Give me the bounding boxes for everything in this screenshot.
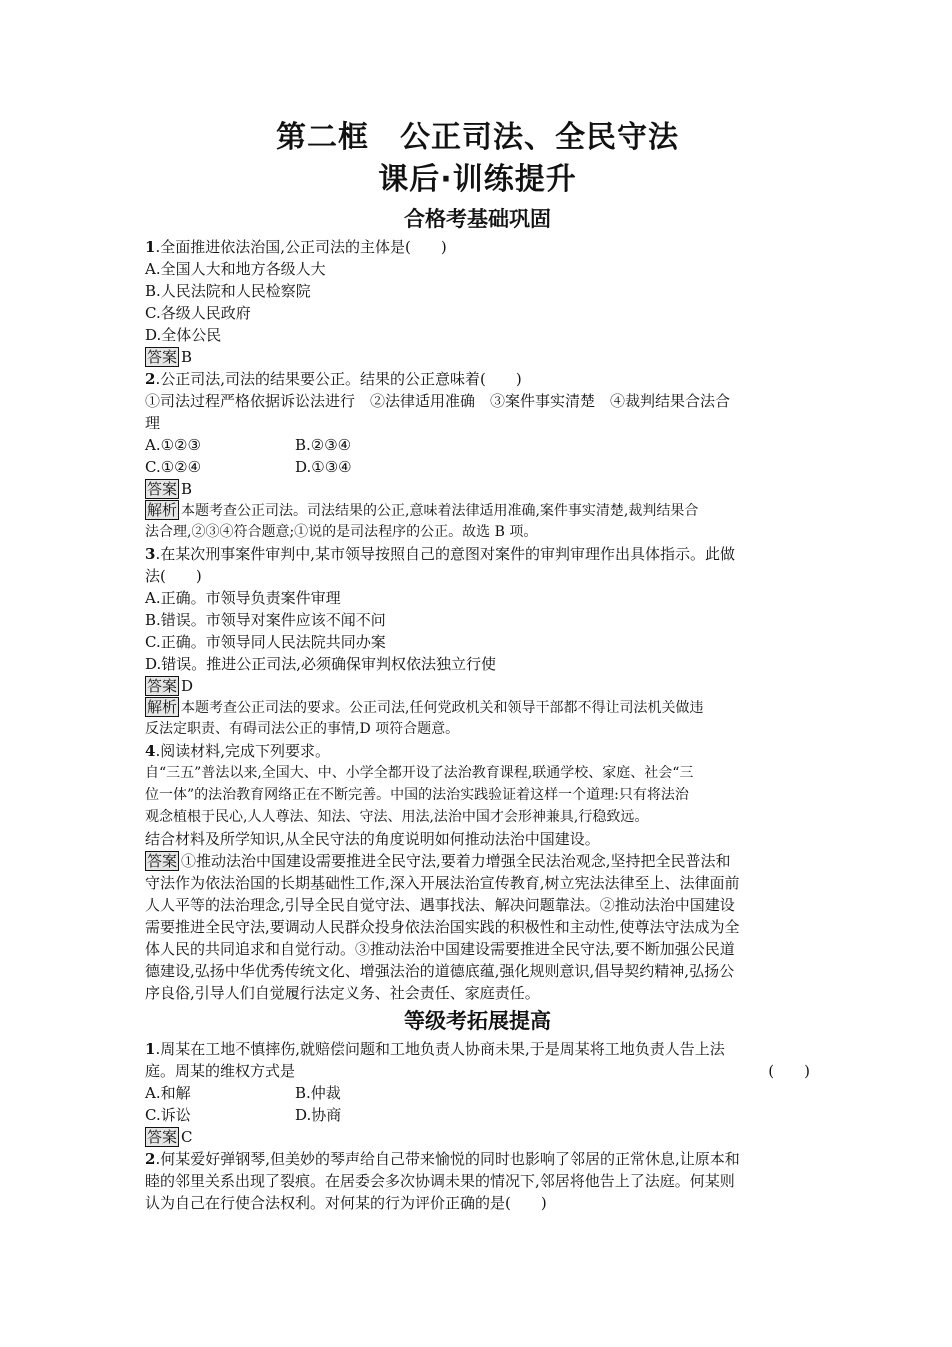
advanced-question-1	[145, 1038, 810, 1148]
option-d: D.协商	[295, 1106, 342, 1124]
question-stem: 4.阅读材料,完成下列要求。	[145, 742, 330, 760]
explain-row-cont: 反法定职责、有碍司法公正的事情,D 项符合题意。	[145, 721, 460, 737]
question-stem-cont: 睦的邻里关系出现了裂痕。在居委会多次协调未果的情况下,邻居将他告上了法庭。何某则	[145, 1172, 735, 1190]
option-d: D.错误。推进公正司法,必须确保审判权依法独立行使	[145, 655, 497, 673]
material-text: 位一体”的法治教育网络正在不断完善。中国的法治实践验证着这样一个道理:只有将法治	[145, 787, 689, 803]
answer-value: B	[181, 480, 193, 498]
answer-tag: 答案	[147, 677, 178, 695]
option-a: A.和解	[145, 1084, 191, 1102]
option-c: C.诉讼	[145, 1106, 191, 1124]
answer-value: D	[181, 677, 194, 695]
explain-row: 解析 本题考查公正司法。司法结果的公正,意味着法律适用准确,案件事实清楚,裁判结果合	[147, 501, 699, 519]
question-3	[145, 543, 810, 740]
question-2	[145, 368, 810, 543]
question-stem-cont: 法( )	[145, 567, 202, 585]
options-row-1	[145, 1082, 810, 1104]
option-d: D.①③④	[295, 458, 352, 476]
answer-row	[145, 1126, 810, 1148]
answer-tag: 答案	[147, 348, 178, 366]
option-c: C.①②④	[145, 458, 202, 476]
answer-row: 答案 ①推动法治中国建设需要推进全民守法,要着力增强全民法治观念,坚持把全民普法和	[147, 852, 731, 870]
question-stem-cont: 认为自己在行使合法权利。对何某的行为评价正确的是( )	[145, 1194, 547, 1212]
question-stem-cont: 庭。周某的维权方式是 ( )	[145, 1062, 810, 1080]
options-row-1	[145, 434, 810, 456]
page-title: 第二框 公正司法、全民守法	[276, 120, 679, 155]
answer-tag: 答案	[147, 1128, 178, 1146]
question-1	[145, 236, 810, 368]
option-b: B.人民法院和人民检察院	[145, 282, 311, 300]
option-a: A.全国人大和地方各级人大	[145, 260, 326, 278]
advanced-question-2	[145, 1148, 810, 1214]
option-d: D.全体公民	[145, 326, 222, 344]
explain-tag: 解析	[147, 698, 178, 716]
question-task: 结合材料及所学知识,从全民守法的角度说明如何推动法治中国建设。	[145, 830, 600, 848]
option-b: B.②③④	[295, 436, 352, 454]
option-b: B.错误。市领导对案件应该不闻不问	[145, 611, 386, 629]
question-stem: 2.何某爱好弹钢琴,但美妙的琴声给自己带来愉悦的同时也影响了邻居的正常休息,让原本和	[145, 1150, 740, 1168]
answer-text: 序良俗,引导人们自觉履行法定义务、社会责任、家庭责任。	[145, 984, 540, 1002]
answer-value: B	[181, 348, 193, 366]
answer-tag: 答案	[147, 852, 178, 870]
section-heading-advanced: 等级考拓展提高	[404, 1009, 551, 1033]
answer-text: 需要推进全民守法,要调动人民群众投身依法治国实践的积极性和主动性,使尊法守法成为全	[145, 918, 740, 936]
answer-text: 德建设,弘扬中华优秀传统文化、增强法治的道德底蕴,强化规则意识,倡导契约精神,弘扬公	[145, 962, 735, 980]
answer-text: 守法作为依法治国的长期基础性工作,深入开展法治宣传教育,树立宪法法律至上、法律面前	[145, 874, 740, 892]
document-content	[145, 118, 810, 1214]
option-a: A.①②③	[145, 436, 201, 454]
material-text: 观念植根于民心,人人尊法、知法、守法、用法,法治中国才会形神兼具,行稳致远。	[145, 809, 649, 825]
option-c: C.各级人民政府	[145, 304, 251, 322]
answer-text: 体人民的共同追求和自觉行动。③推动法治中国建设需要推进全民守法,要不断加强公民道	[145, 940, 735, 958]
question-stem: 2.公正司法,司法的结果要公正。结果的公正意味着( )	[145, 370, 522, 388]
section-heading-basic: 合格考基础巩固	[404, 207, 551, 231]
explain-row-cont: 法合理,②③④符合题意;①说的是司法程序的公正。故选 B 项。	[145, 524, 538, 540]
answer-paren: ( )	[768, 1062, 810, 1080]
option-a: A.正确。市领导负责案件审理	[145, 589, 341, 607]
question-stem: 3.在某次刑事案件审判中,某市领导按照自己的意图对案件的审判审理作出具体指示。此做	[145, 545, 735, 563]
question-stem: 1.全面推进依法治国,公正司法的主体是( )	[145, 238, 447, 256]
question-4	[145, 740, 810, 1004]
options-row-2	[145, 1104, 810, 1126]
answer-value: C	[181, 1128, 193, 1146]
options-row-2	[145, 456, 810, 478]
explain-row: 解析 本题考查公正司法的要求。公正司法,任何党政机关和领导干部都不得让司法机关做违	[147, 698, 704, 716]
option-b: B.仲裁	[295, 1084, 341, 1102]
question-items-cont: 理	[145, 414, 161, 432]
answer-row	[145, 675, 810, 697]
option-c: C.正确。市领导同人民法院共同办案	[145, 633, 386, 651]
question-stem: 1.周某在工地不慎摔伤,就赔偿问题和工地负责人协商未果,于是周某将工地负责人告上法	[145, 1040, 725, 1058]
question-items: ①司法过程严格依据诉讼法进行 ②法律适用准确 ③案件事实清楚 ④裁判结果合法合	[145, 392, 731, 410]
material-text: 自“三五”普法以来,全国大、中、小学全都开设了法治教育课程,联通学校、家庭、社会“三	[145, 765, 694, 781]
answer-row	[145, 478, 810, 500]
page-subtitle: 课后·训练提升	[378, 162, 577, 197]
answer-text: 人人平等的法治理念,引导全民自觉守法、遇事找法、解决问题靠法。②推动法治中国建设	[145, 896, 735, 914]
explain-tag: 解析	[147, 501, 178, 519]
answer-row	[145, 346, 810, 368]
answer-tag: 答案	[147, 480, 178, 498]
